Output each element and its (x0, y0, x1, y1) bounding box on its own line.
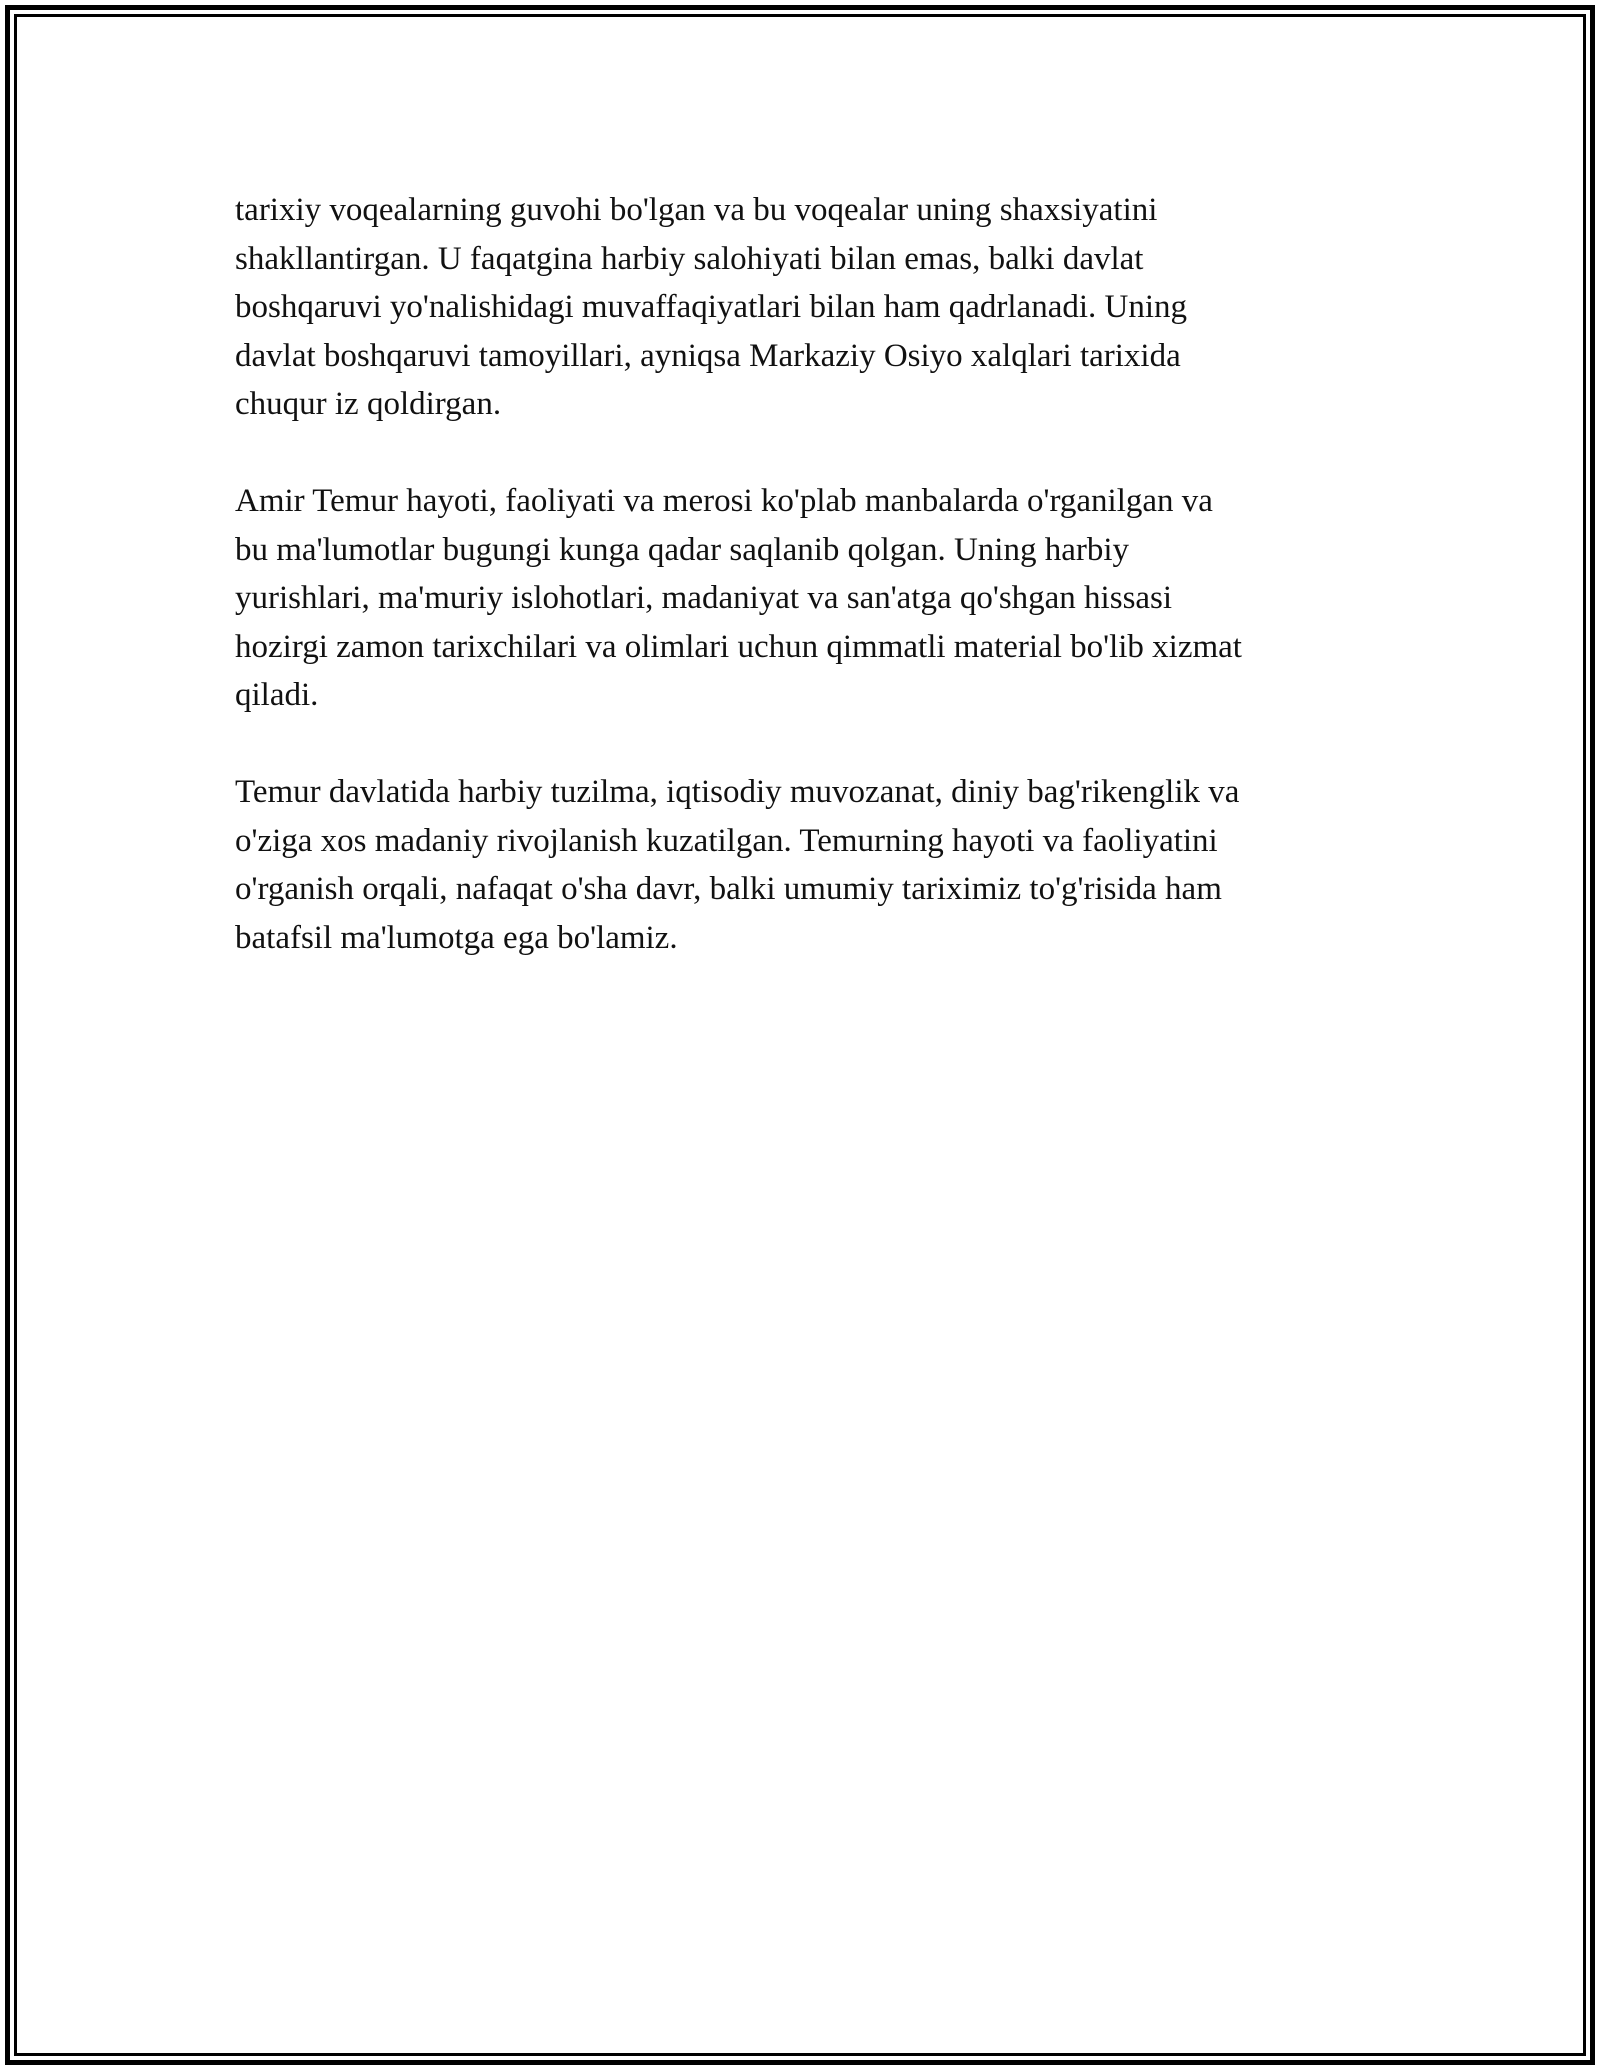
paragraph-3: Temur davlatida harbiy tuzilma, iqtisodiy muvozanat, diniy bag'rikenglik va o'ziga xos madaniy rivojlanish kuzatilgan. Temurning hayoti va faoliyatini o'rganish orqali, nafaqat o'sha davr, balki umumiy tariximiz to'g'risida ham batafsil ma'lumotga ega bo'lamiz. (235, 774, 1240, 956)
paragraph-1: tarixiy voqealarning guvohi bo'lgan va bu voqealar uning shaxsiyatini shakllantirgan. U faqatgina harbiy salohiyati bilan emas, balki davlat boshqaruvi yo'nalishidagi muvaffaqiyatlari bilan ham qadrlanadi. Uning davlat boshqaruvi tamoyillari, ayniqsa Markaziy Osiyo xalqlari tarixida chuqur iz qoldirgan. (235, 192, 1188, 422)
paragraph-2: Amir Temur hayoti, faoliyati va merosi ko'plab manbalarda o'rganilgan va bu ma'lumotlar bugungi kunga qadar saqlanib qolgan. Uning harbiy yurishlari, ma'muriy islohotlari, madaniyat va san'atga qo'shgan hissasi hozirgi zamon tarixchilari va olimlari uchun qimmatli material bo'lib xizmat qiladi. (235, 483, 1242, 713)
document-body (235, 186, 1365, 1011)
